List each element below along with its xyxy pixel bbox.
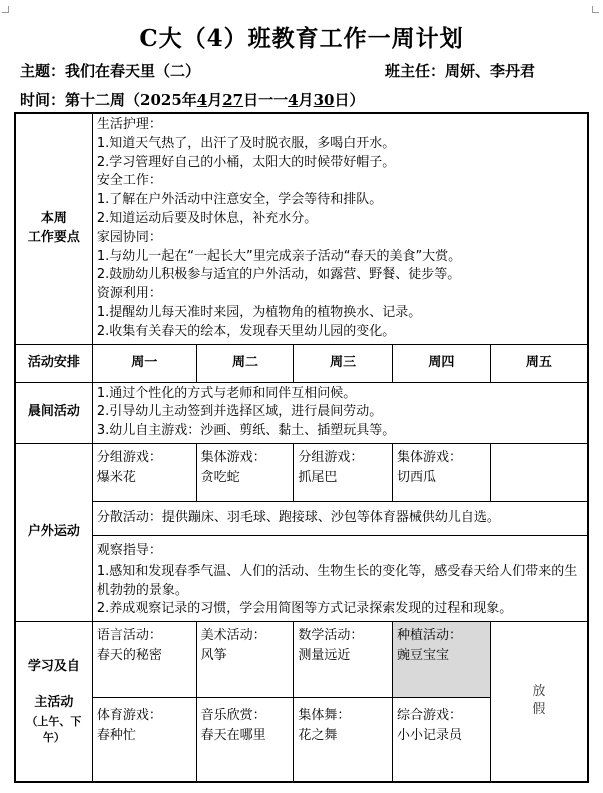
focus-line: 1.了解在户外活动中注意安全，学会等待和排队。 <box>96 192 383 208</box>
activity-name: 春天的秘密 <box>96 648 162 664</box>
learning-label-line1: 学习及自 <box>27 659 80 675</box>
morning-line: 1.通过个性化的方式与老师和同伴互相问候。 <box>96 385 357 401</box>
activity-name: 春天在哪里 <box>200 728 266 744</box>
schedule-label: 活动安排 <box>15 344 92 382</box>
game-name: 爆米花 <box>96 469 136 485</box>
activity-type: 语言活动： <box>96 628 162 644</box>
day-separator: 日一一 <box>243 91 289 109</box>
weekly-focus-label-line1: 本周 <box>40 210 67 226</box>
outdoor-games-row <box>15 443 588 501</box>
activity-type: 综合游戏： <box>397 708 463 724</box>
outdoor-game-cell <box>393 443 491 501</box>
page-title: C大（4）班教育工作一周计划 <box>139 25 464 52</box>
activity-name: 风筝 <box>200 648 227 664</box>
day-thursday: 周四 <box>393 344 491 382</box>
theme-label: 主题： <box>20 62 66 80</box>
focus-line: 2.收集有关春天的绘本，发现春天里幼儿园的变化。 <box>96 323 396 339</box>
activity-name: 春种忙 <box>96 728 136 744</box>
activity-cell <box>393 698 491 782</box>
day-monday: 周一 <box>92 344 196 382</box>
scattered-content <box>92 501 588 535</box>
morning-label: 晨间活动 <box>15 382 92 443</box>
focus-line: 1.提醒幼儿每天准时来园，为植物角的植物换水、记录。 <box>96 304 422 320</box>
activity-cell <box>196 698 294 782</box>
month-char-2: 月 <box>298 91 314 109</box>
morning-content <box>92 382 588 443</box>
activity-type: 美术活动： <box>200 628 266 644</box>
activity-cell-highlighted <box>393 622 491 698</box>
game-name: 切西瓜 <box>397 469 437 485</box>
focus-line: 家园协同： <box>96 229 162 245</box>
morning-line: 2.引导幼儿主动签到并选择区域，进行晨间劳动。 <box>96 404 383 420</box>
outdoor-game-cell <box>92 443 196 501</box>
weekly-plan-table <box>14 112 589 783</box>
outdoor-game-cell <box>196 443 294 501</box>
day-wednesday: 周三 <box>294 344 393 382</box>
game-type: 分组游戏： <box>96 449 162 465</box>
game-type: 分组游戏： <box>298 449 364 465</box>
holiday-char-2: 假 <box>532 702 546 718</box>
outdoor-game-cell <box>294 443 393 501</box>
observe-content <box>92 535 588 621</box>
outdoor-label: 户外运动 <box>15 443 92 621</box>
activity-cell <box>196 622 294 698</box>
weekly-focus-row <box>15 113 588 344</box>
focus-line: 2.鼓励幼儿积极参与适宜的户外活动，如露营、野餐、徒步等。 <box>96 267 461 283</box>
theme-value: 我们在春天里（二） <box>65 62 201 80</box>
date-close: 日） <box>334 91 365 109</box>
holiday-char-1: 放 <box>532 683 546 699</box>
end-day: 30 <box>313 91 335 109</box>
theme-line <box>20 60 200 81</box>
activity-name: 小小记录员 <box>397 728 463 744</box>
learning-label-line2: 主活动 <box>34 695 74 711</box>
week-text: 第十二周（2025年 <box>65 91 197 109</box>
activity-type: 体育游戏： <box>96 708 162 724</box>
weekly-focus-label <box>15 113 92 344</box>
morning-line: 3.幼儿自主游戏：沙画、剪纸、黏土、插塑玩具等。 <box>96 423 396 439</box>
time-label: 时间： <box>20 91 66 109</box>
observe-title: 观察指导： <box>96 542 162 558</box>
day-tuesday: 周二 <box>196 344 294 382</box>
activity-type: 音乐欣赏： <box>200 708 266 724</box>
activity-type: 集体舞： <box>298 708 351 724</box>
start-day: 27 <box>222 91 244 109</box>
learning-label-line4: 午） <box>42 731 65 745</box>
focus-line: 2.知道运动后要及时休息，补充水分。 <box>96 210 318 226</box>
observe-line: 2.养成观察记录的习惯，学会用简图等方式记录探索发现的过程和现象。 <box>96 601 513 617</box>
crop-mark-top-left <box>2 6 9 13</box>
game-type: 集体游戏： <box>200 449 266 465</box>
game-name: 贪吃蛇 <box>200 469 240 485</box>
activity-cell <box>92 622 196 698</box>
focus-line: 生活护理： <box>96 117 162 132</box>
weekly-focus-content <box>92 113 588 344</box>
outdoor-scattered-row <box>15 501 588 535</box>
scattered-text: 分散活动：提供蹦床、羽毛球、跑接球、沙包等体育器械供幼儿自选。 <box>96 510 500 526</box>
time-line <box>20 89 364 110</box>
focus-line: 1.知道天气热了，出汗了及时脱衣服，多喝白开水。 <box>96 135 396 151</box>
activity-name: 测量远近 <box>298 648 351 664</box>
activity-name: 豌豆宝宝 <box>397 648 450 664</box>
game-type: 集体游戏： <box>397 449 463 465</box>
activity-cell <box>294 698 393 782</box>
learning-label-line3: （上午、下 <box>26 715 82 729</box>
end-month: 4 <box>288 91 299 109</box>
holiday-cell <box>490 622 588 782</box>
activity-cell <box>92 698 196 782</box>
activity-cell <box>294 622 393 698</box>
activity-type: 数学活动： <box>298 628 364 644</box>
crop-mark-top-right <box>592 6 599 13</box>
focus-line: 资源利用： <box>96 286 162 302</box>
schedule-header-row <box>15 344 588 382</box>
game-name: 抓尾巴 <box>298 469 338 485</box>
focus-line: 安全工作： <box>96 173 162 189</box>
morning-row <box>15 382 588 443</box>
outdoor-friday-empty <box>490 443 588 501</box>
focus-line: 1.与幼儿一起在“一起长大”里完成亲子活动“春天的美食”大赏。 <box>96 248 462 264</box>
activity-type: 种植活动： <box>397 628 463 644</box>
start-month: 4 <box>196 91 208 109</box>
observe-line: 1.感知和发现春季气温、人们的活动、生物生长的变化等，感受春天给人们带来的生机勃勃的景象。 <box>96 563 578 598</box>
weekly-focus-label-line2: 工作要点 <box>27 229 80 245</box>
focus-line: 2.学习管理好自己的小桶，太阳大的时候带好帽子。 <box>96 154 396 170</box>
learning-row-1 <box>15 622 588 698</box>
day-friday: 周五 <box>490 344 588 382</box>
learning-label <box>15 622 92 782</box>
teacher-line <box>385 60 535 81</box>
outdoor-observe-row <box>15 535 588 621</box>
teacher-label: 班主任： <box>385 62 446 80</box>
month-char-1: 月 <box>207 91 223 109</box>
activity-name: 花之舞 <box>298 728 338 744</box>
teacher-value: 周妍、李丹君 <box>445 62 536 80</box>
